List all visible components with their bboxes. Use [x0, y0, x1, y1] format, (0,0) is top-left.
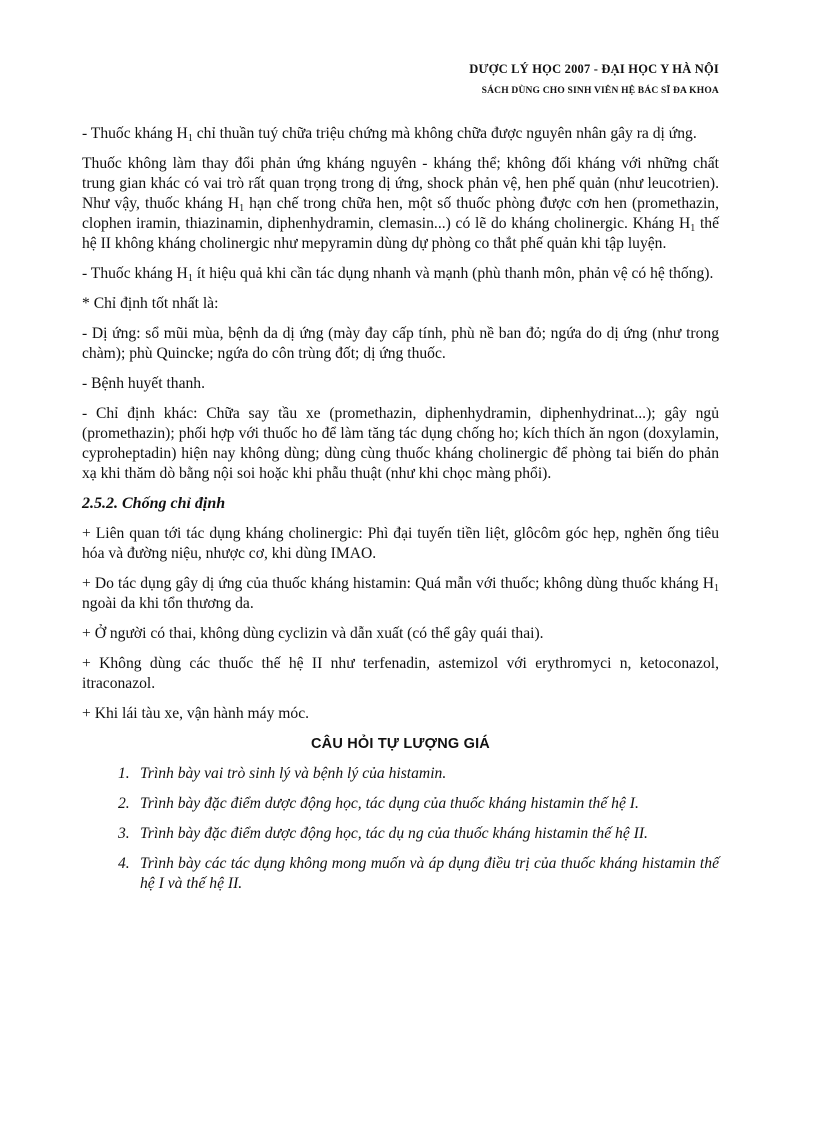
paragraph-mechanism: Thuốc không làm thay đổi phản ứng kháng nguyên - kháng thể; không đối kháng với những chất trung gian khác có vai trò rất quan trọng trong dị ứng, shock phản vệ, hen phế quản (như leucotrien). Như vậy, thuốc kháng $H_1$ hạn chế trong chữa hen, một số thuốc phòng được cơn hen (promethazin, clophen iramin, thiazinamin, diphenhydramin, clemasin...) có lẽ do kháng cholinergic. Kháng $H_1$ thế hệ II không kháng cholinergic như mepyramin dùng dự phòng co thắt phế quản khi tập luyện.: [82, 155, 720, 252]
questions-list: [82, 764, 719, 894]
section-title-contraindications: 2.5.2. Chống chỉ định: [82, 495, 226, 512]
question-item: 2. Trình bày đặc điểm dược động học, tác dụng của thuốc kháng histamin thế hệ I.: [118, 795, 639, 812]
contraindication-5: + Khi lái tàu xe, vận hành máy móc.: [82, 705, 310, 722]
paragraph-other-indications: - Chỉ định khác: Chữa say tầu xe (promethazin, diphenhydramin, diphenhydrinat...); gây ngủ (promethazin); phối hợp với thuốc ho để làm tăng tác dụng chống ho; kích thích ăn ngon (doxylamin, cyproheptadin) hiện nay không dùng; dùng cùng thuốc kháng cholinergic để phòng tai biến do phản xạ khi thăm dò bằng nội soi hoặc khi phẫu thuật (như khi chọc màng phổi).: [82, 405, 719, 482]
header-subtitle: SÁCH DÙNG CHO SINH VIÊN HỆ BÁC SĨ ĐA KHOA: [481, 86, 719, 96]
contraindication-4: + Không dùng các thuốc thế hệ II như terfenadin, astemizol với erythromyci n, ketoconazol, itraconazol.: [82, 655, 719, 692]
paragraph-serum-sickness: - Bệnh huyết thanh.: [82, 375, 205, 392]
question-item: 4. Trình bày các tác dụng không mong muốn và áp dụng điều trị của thuốc kháng histamin thế hệ I và thế hệ II.: [118, 855, 719, 892]
question-item: 3. Trình bày đặc điểm dược động học, tác dụ ng của thuốc kháng histamin thế hệ II.: [118, 825, 648, 842]
paragraph-allergy: - Dị ứng: sổ mũi mùa, bệnh da dị ứng (mày đay cấp tính, phù nề ban đỏ; ngứa do dị ứng (như trong chàm); phù Quincke; ngứa do côn trùng đốt; dị ứng thuốc.: [82, 325, 719, 362]
paragraph-h1-symptomatic: - Thuốc kháng $H_1$ chỉ thuần tuý chữa triệu chứng mà không chữa được nguyên nhân gây ra dị ứng.: [82, 125, 697, 144]
contraindication-2: + Do tác dụng gây dị ứng của thuốc kháng histamin: Quá mẫn với thuốc; không dùng thuốc kháng $H_1$ ngoài da khi tổn thương da.: [82, 575, 719, 612]
contraindication-1: + Liên quan tới tác dụng kháng cholinergic: Phì đại tuyến tiền liệt, glôcôm góc hẹp, nghẽn ống tiêu hóa và đường niệu, nhược cơ, khi dùng IMAO.: [82, 525, 719, 562]
paragraph-indications-heading: * Chỉ định tốt nhất là:: [82, 295, 219, 312]
document-body: [82, 124, 719, 904]
paragraph-h1-limited: - Thuốc kháng $H_1$ ít hiệu quả khi cần tác dụng nhanh và mạnh (phù thanh môn, phản vệ có hệ thống).: [82, 265, 714, 284]
header-title: DƯỢC LÝ HỌC 2007 - ĐẠI HỌC Y HÀ NỘI: [469, 62, 719, 76]
questions-title: CÂU HỎI TỰ LƯỢNG GIÁ: [311, 736, 490, 752]
question-item: 1. Trình bày vai trò sinh lý và bệnh lý của histamin.: [118, 765, 447, 782]
contraindication-3: + Ở người có thai, không dùng cyclizin và dẫn xuất (có thể gây quái thai).: [82, 625, 544, 642]
